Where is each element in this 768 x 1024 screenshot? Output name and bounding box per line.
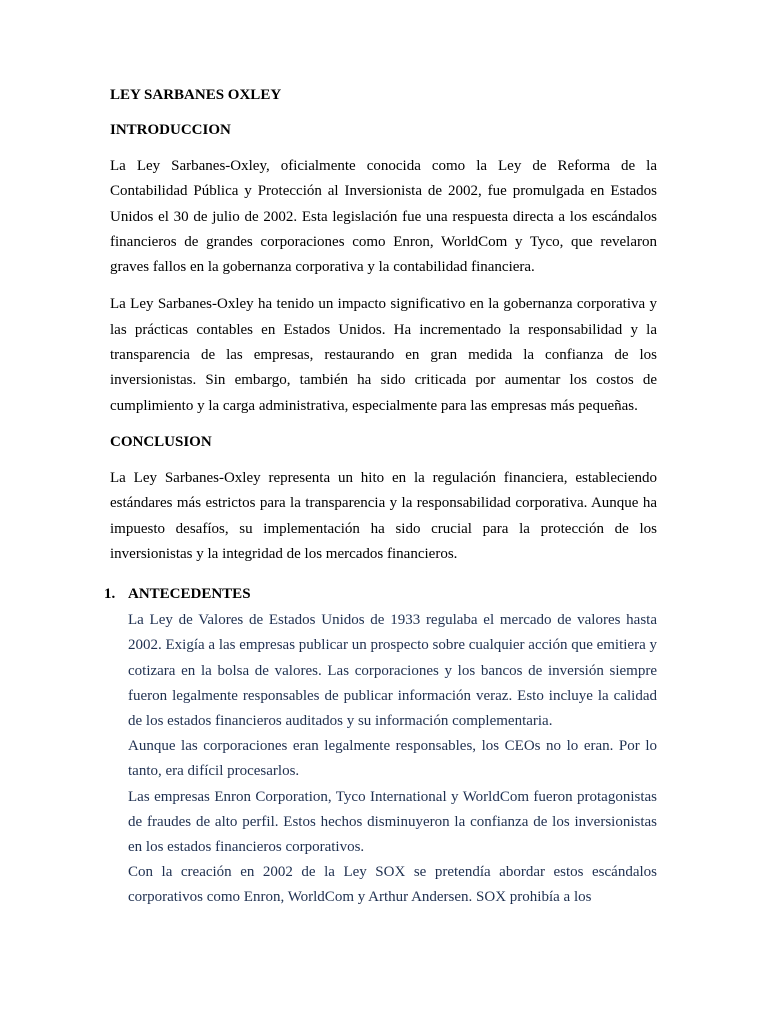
section-paragraph: La Ley de Valores de Estados Unidos de 1933 regulaba el mercado de valores hasta 2002. Exigía a las empresas publicar un prospecto sobre cualquier acción que emitiera y cotizara en la bolsa de valores. Las corporaciones y los bancos de inversión siempre fueron legalmente responsables de publicar información veraz. Esto incluye la calidad de los estados financieros auditados y su información complementaria. bbox=[128, 612, 657, 729]
document-title: LEY SARBANES OXLEY bbox=[110, 87, 282, 103]
intro-paragraph: La Ley Sarbanes-Oxley, oficialmente conocida como la Ley de Reforma de la Contabilidad Pública y Protección al Inversionista de 2002, fue promulgada en Estados Unidos el 30 de julio de 2002. Esta legislación fue una respuesta directa a los escándalos financieros de grandes corporaciones como Enron, WorldCom y Tyco, que revelaron graves fallos en la gobernanza corporativa y la contabilidad financiera. bbox=[110, 158, 657, 276]
numbered-section-antecedentes bbox=[104, 583, 657, 910]
section-paragraph: Las empresas Enron Corporation, Tyco International y WorldCom fueron protagonistas de fraudes de alto perfil. Estos hechos disminuyeron la confianza de los inversionistas en los estados financieros corporativos. bbox=[128, 788, 657, 855]
section-paragraph: Aunque las corporaciones eran legalmente responsables, los CEOs no lo eran. Por lo tanto, era difícil procesarlos. bbox=[128, 738, 657, 780]
section-paragraph: Con la creación en 2002 de la Ley SOX se pretendía abordar estos escándalos corporativos como Enron, WorldCom y Arthur Andersen. SOX prohibía a los bbox=[128, 864, 657, 906]
list-number: 1. bbox=[104, 586, 116, 603]
conclusion-heading: CONCLUSION bbox=[110, 433, 212, 450]
document-body bbox=[104, 84, 657, 911]
intro-paragraph: La Ley Sarbanes-Oxley ha tenido un impacto significativo en la gobernanza corporativa y las prácticas contables en Estados Unidos. Ha incrementado la responsabilidad y la transparencia de las empresas, restaurando en gran medida la confianza de los inversionistas. Sin embargo, también ha sido criticada por aumentar los costos de cumplimiento y la carga administrativa, especialmente para las empresas más pequeñas. bbox=[110, 296, 657, 414]
conclusion-paragraph: La Ley Sarbanes-Oxley representa un hito en la regulación financiera, estableciendo estándares más estrictos para la transparencia y la responsabilidad corporativa. Aunque ha impuesto desafíos, su implementación ha sido crucial para la protección de los inversionistas y la integridad de los mercados financieros. bbox=[110, 469, 657, 562]
section-heading: ANTECEDENTES bbox=[128, 586, 251, 603]
intro-heading: INTRODUCCION bbox=[110, 122, 231, 138]
